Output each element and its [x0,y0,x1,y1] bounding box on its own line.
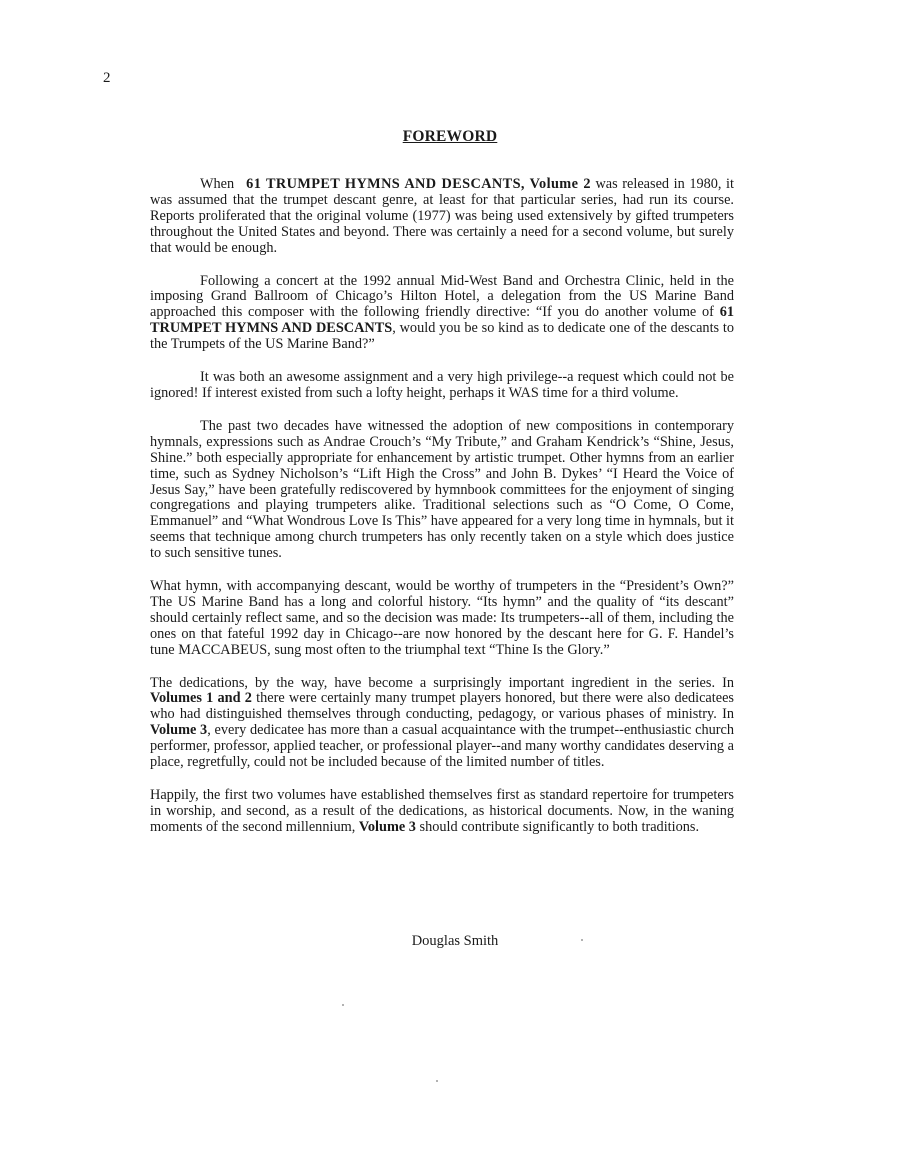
paragraph-7-text-a: Happily, the first two volumes have established themselves first as standard repertoire for trumpeters in worship, and second, as a result of the dedications, as historical documents. Now, in the waning moments of the second millennium, [150,787,734,835]
paragraph-2-text-b: , would you be so kind as to dedicate one of the descants to the Trumpets of the US Marine Band?” [150,320,735,353]
scan-speck [581,939,583,941]
paragraph-6-text-a: The dedications, by the way, have become a surprisingly important ingredient in the series. In [150,674,734,691]
paragraph-1-text: was released in 1980, it was assumed that the trumpet descant genre, at least for that particular series, had run its course. Reports proliferated that the original volume (1977) was being used extensively by gifted trumpeters throughout the United States and beyond. There was certainly a need for a second volume, but surely that would be enough. [150,176,734,256]
paragraph-1 [150,177,734,257]
volume-3-closing: Volume 3 [358,818,416,835]
foreword-body [150,177,734,853]
paragraph-6 [150,676,734,771]
paragraph-6-text-b: there were certainly many trumpet players honored, but there were also dedicatees who had distinguished themselves through conducting, pedagogy, or various phases of ministry. In [150,690,734,723]
paragraph-6-text-c: , every dedicatee has more than a casual acquaintance with the trumpet--enthusiastic church performer, professor, applied teacher, or professional player--and many worthy candidates deserving a place, regretfully, could not be included because of the limited number of titles. [150,722,734,771]
volumes-1-and-2: Volumes 1 and 2 [150,690,252,707]
paragraph-2 [150,274,734,354]
book-title: 61 TRUMPET HYMNS AND DESCANTS [150,304,734,337]
page-number: 2 [103,70,111,86]
volume-3: Volume 3 [150,722,208,739]
signature: Douglas Smith [411,933,499,949]
page-title: FOREWORD [402,128,498,145]
paragraph-7 [150,788,734,836]
book-title-volume-2: 61 TRUMPET HYMNS AND DESCANTS, Volume 2 [246,176,591,192]
paragraph-3: It was both an awesome assignment and a very high privilege--a request which could not be ignored! If interest existed from such a lofty height, perhaps it WAS time for a third volume. [150,369,734,401]
scan-speck [436,1080,438,1082]
paragraph-5: What hymn, with accompanying descant, would be worthy of trumpeters in the “President’s Own?” The US Marine Band has a long and colorful history. “Its hymn” and the quality of “its descant” should certainly reflect same, and so the decision was made: Its trumpeters--all of them, including the ones on that fateful 1992 day in Chicago--are now honored by the descant here for G. F. Handel’s tune MACCABEUS, sung most often to the triumphal text “Thine Is the Glory.” [150,578,734,658]
scan-speck [342,1004,344,1006]
paragraph-1-lead: When [200,176,235,192]
paragraph-2-text-a: Following a concert at the 1992 annual Mid-West Band and Orchestra Clinic, held in the imposing Grand Ballroom of Chicago’s Hilton Hotel, a delegation from the US Marine Band approached this composer with the following friendly directive: “If you do another volume of [150,272,734,321]
paragraph-4: The past two decades have witnessed the adoption of new compositions in contemporary hymnals, expressions such as Andrae Crouch’s “My Tribute,” and Graham Kendrick’s “Shine, Jesus, Shine.” both especially appropriate for enhancement by artistic trumpet. Other hymns from an earlier time, such as Sydney Nicholson’s “Lift High the Cross” and John B. Dykes’ “I Heard the Voice of Jesus Say,” have been gratefully rediscovered by hymnbook committees for the enjoyment of singing congregations and playing trumpeters alike. Traditional selections such as “O Come, O Come, Emmanuel” and “What Wondrous Love Is This” have appeared for a very long time in hymnals, but it seems that technique among church trumpeters has only recently taken on a style which does justice to such sensitive tunes. [150,417,734,562]
paragraph-7-text-b: should contribute significantly to both traditions. [415,818,700,835]
